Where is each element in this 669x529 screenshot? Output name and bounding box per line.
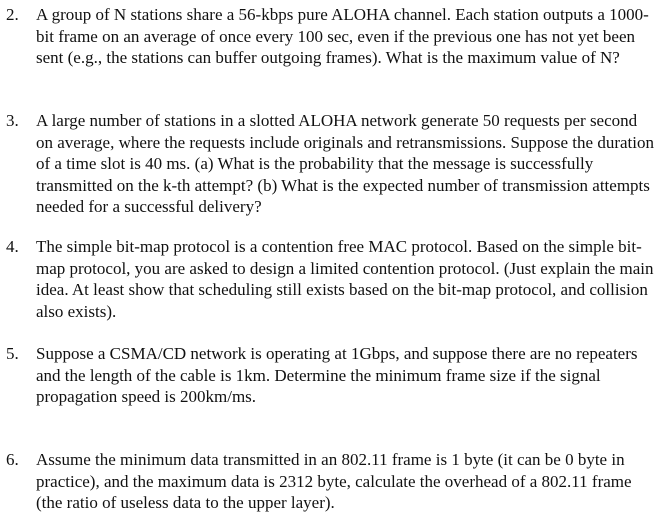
question-text: A large number of stations in a slotted ALOHA network generate 50 requests per second on average, where the requests include originals and retransmissions. Suppose the duration of a time slot is 40 ms. (a) What is the probability that the message is successfully transmitted on the k-th attempt? (b) What is the expected number of transmission attempts needed for a successful delivery? [36, 111, 654, 216]
question-item [6, 343, 656, 408]
question-item [6, 110, 656, 218]
question-text: A group of N stations share a 56-kbps pure ALOHA channel. Each station outputs a 1000-bit frame on an average of once every 100 sec, even if the previous one has not yet been sent (e.g., the stations can buffer outgoing frames). What is the maximum value of N? [36, 5, 649, 67]
question-number: 3. [6, 111, 19, 130]
question-number: 5. [6, 344, 19, 363]
question-text: Assume the minimum data transmitted in an 802.11 frame is 1 byte (it can be 0 byte in practice), and the maximum data is 2312 byte, calculate the overhead of a 802.11 frame (the ratio of useless data to the upper layer). [36, 450, 632, 512]
question-number: 2. [6, 5, 19, 24]
question-item [6, 236, 656, 322]
question-item [6, 4, 656, 69]
question-text: The simple bit-map protocol is a contention free MAC protocol. Based on the simple bit-map protocol, you are asked to design a limited contention protocol. (Just explain the main idea. At least show that scheduling still exists based on the bit-map protocol, and collision also exists). [36, 237, 654, 321]
question-number: 6. [6, 450, 19, 469]
question-text: Suppose a CSMA/CD network is operating at 1Gbps, and suppose there are no repeaters and the length of the cable is 1km. Determine the minimum frame size if the signal propagation speed is 200km/ms. [36, 344, 638, 406]
question-item [6, 449, 656, 514]
question-number: 4. [6, 237, 19, 256]
